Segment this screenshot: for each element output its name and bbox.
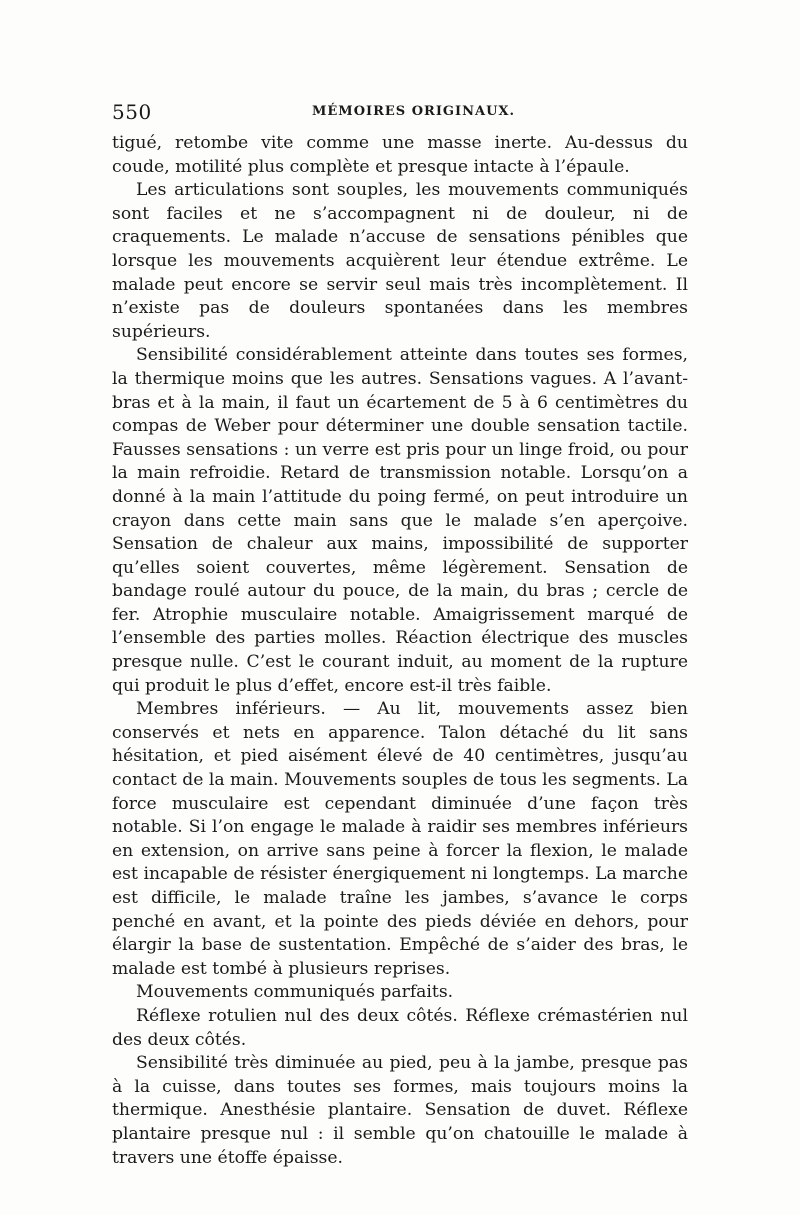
page-number: 550 [112, 100, 152, 124]
body-text [112, 132, 688, 1170]
running-title: MÉMOIRES ORIGINAUX. [312, 104, 516, 119]
paragraph-articulations: Les articulations sont souples, les mouvements communiqués sont faciles et ne s’accompagnent ni de douleur, ni de craquements. Le malade n’accuse de sensations pénibles que lorsque les mouvements acquièrent leur étendue extrême. Le malade peut encore se servir seul mais très incomplètement. Il n’existe pas de douleurs spontanées dans les membres supérieurs. [112, 180, 688, 342]
paragraph-sensibilite: Sensibilité considérablement atteinte dans toutes ses formes, la thermique moins que les autres. Sensations vagues. A l’avant-bras et à la main, il faut un écartement de 5 à 6 centimètres du compas de Weber pour déterminer une double sensation tactile. Fausses sensations : un verre est pris pour un linge froid, ou pour la main refroidie. Retard de transmission notable. Lorsqu’on a donné à la main l’attitude du poing fermé, on peut introduire un crayon dans cette main sans que le malade s’en aperçoive. Sensation de chaleur aux mains, impossibilité de supporter qu’elles soient couvertes, même légèrement. Sensation de bandage roulé autour du pouce, de la main, du bras ; cercle de fer. Atrophie musculaire notable. Amaigrissement marqué de l’ensemble des parties molles. Réaction électrique des muscles presque nulle. C’est le courant induit, au moment de la rupture qui produit le plus d’effet, encore est-il très faible. [112, 345, 688, 696]
paragraph-mouvements-communiques: Mouvements communiqués parfaits. [136, 982, 454, 1003]
paragraph-membres-inferieurs: Membres inférieurs. — Au lit, mouvements assez bien conservés et nets en apparence. Talon détaché du lit sans hésitation, et pied aisément élevé de 40 centimètres, jusqu’au contact de la main. Mouvements souples de tous les segments. La force musculaire est cependant diminuée d’une façon très notable. Si l’on engage le malade à raidir ses membres inférieurs en extension, on arrive sans peine à forcer la flexion, le malade est incapable de résister énergiquement ni longtemps. La marche est difficile, le malade traîne les jambes, s’avance le corps penché en avant, et la pointe des pieds déviée en dehors, pour élargir la base de sustentation. Empêché de s’aider des bras, le malade est tombé à plusieurs reprises. [112, 699, 688, 979]
paragraph-continuation: tigué, retombe vite comme une masse inerte. Au-dessus du coude, motilité plus complète et presque intacte à l’épaule. [112, 133, 688, 177]
paragraph-reflexes: Réflexe rotulien nul des deux côtés. Réflexe crémastérien nul des deux côtés. [112, 1005, 688, 1050]
paragraph-sensibilite-pied: Sensibilité très diminuée au pied, peu à la jambe, presque pas à la cuisse, dans toutes ses formes, mais toujours moins la thermique. Anesthésie plantaire. Sensation de duvet. Réflexe plantaire presque nul : il semble qu’on chatouille le malade à travers une étoffe épaisse. [112, 1053, 688, 1168]
running-head [112, 100, 688, 124]
